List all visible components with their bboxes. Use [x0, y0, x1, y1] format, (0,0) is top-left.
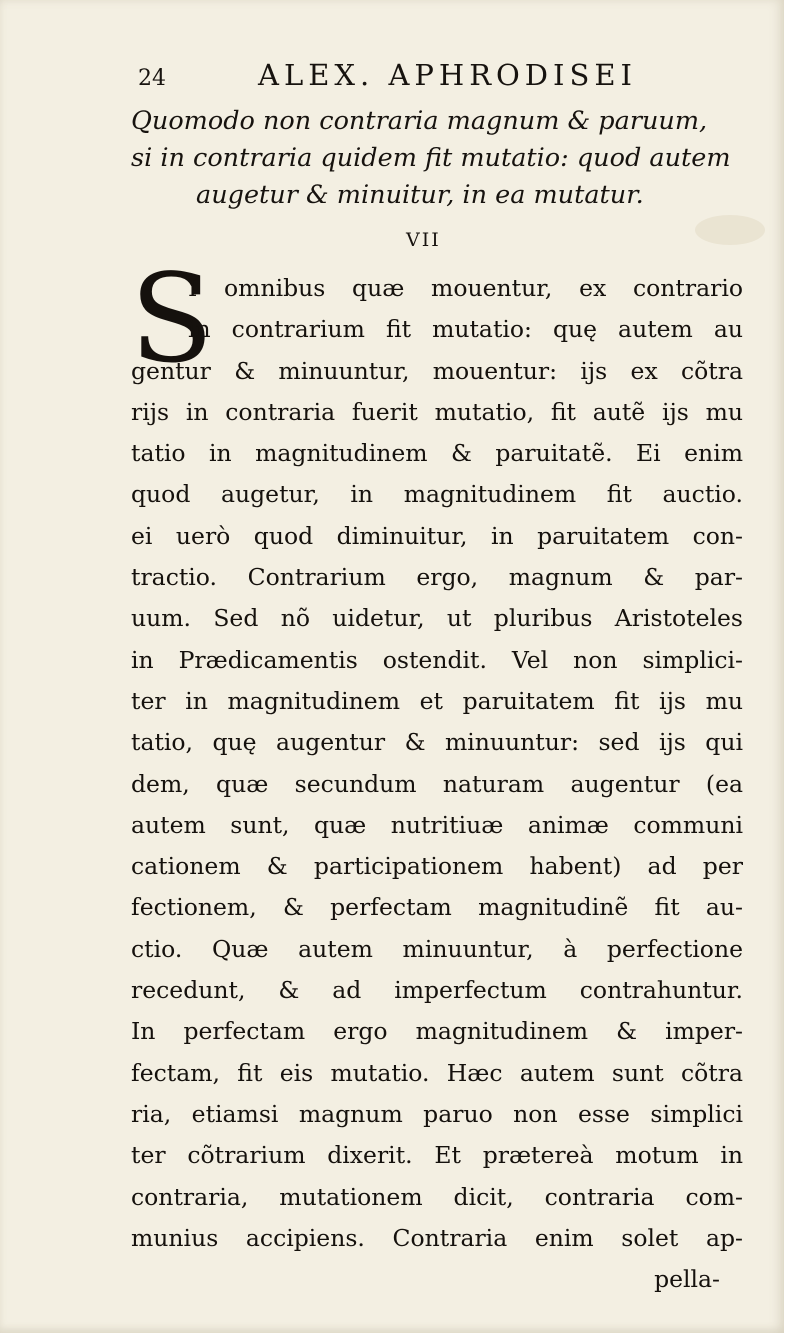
chapter-heading — [131, 103, 751, 214]
scan-margin — [784, 0, 800, 1333]
paper-stain — [695, 215, 765, 245]
text-line: gentur & minuuntur, mouentur: ijs ex cõtra — [131, 356, 743, 385]
text-line: tatio, quę augentur & minuuntur: sed ijs qui — [131, 728, 743, 757]
drop-cap: S — [130, 248, 214, 390]
text-line: in Prædicamentis ostendit. Vel non simplici- — [131, 645, 743, 674]
text-line: ria, etiamsi magnum paruo non esse simplici — [131, 1099, 743, 1128]
body-text — [131, 268, 743, 1300]
page-number: 24 — [138, 66, 166, 91]
text-line: autem sunt, quæ nutritiuæ animæ communi — [131, 810, 743, 839]
text-line: fectam, fit eis mutatio. Hæc autem sunt cõtra — [131, 1058, 743, 1087]
text-line: uum. Sed nõ uidetur, ut pluribus Aristoteles — [131, 604, 743, 633]
text-line: ter cõtrarium dixerit. Et prætereà motum in — [131, 1141, 743, 1170]
text-line: in contrarium fit mutatio: quę autem au — [188, 315, 743, 344]
chapter-heading-line: Quomodo non contraria magnum & paruum, — [131, 106, 708, 136]
text-line: ei uerò quod diminuitur, in paruitatem con- — [131, 521, 743, 550]
text-line: I omnibus quæ mouentur, ex contrario — [188, 274, 743, 302]
chapter-heading-line: augetur & minuitur, in ea mutatur. — [196, 180, 644, 210]
text-line: ter in magnitudinem et paruitatem fit ijs mu — [131, 686, 743, 715]
text-line: fectionem, & perfectam magnitudinẽ fit au- — [131, 893, 743, 922]
section-number: VII — [406, 229, 441, 251]
text-line: tatio in magnitudinem & paruitatẽ. Ei enim — [131, 439, 743, 468]
text-line: cationem & participationem habent) ad per — [131, 852, 743, 881]
text-line: munius accipiens. Contraria enim solet ap- — [131, 1223, 743, 1252]
text-line: contraria, mutationem dicit, contraria com- — [131, 1182, 743, 1211]
chapter-heading-line: si in contraria quidem fit mutatio: quod autem — [131, 143, 731, 173]
text-line: quod augetur, in magnitudinem fit auctio. — [131, 480, 743, 509]
text-line: dem, quæ secundum naturam augentur (ea — [131, 769, 743, 798]
text-line: recedunt, & ad imperfectum contrahuntur. — [131, 976, 743, 1005]
text-line: rijs in contraria fuerit mutatio, fit autẽ ijs mu — [131, 397, 743, 426]
text-line: ctio. Quæ autem minuuntur, à perfectione — [131, 934, 743, 963]
text-line: tractio. Contrarium ergo, magnum & par- — [131, 563, 743, 592]
running-head — [138, 58, 658, 98]
catchword: pella- — [654, 1265, 720, 1294]
text-line: In perfectam ergo magnitudinem & imper- — [131, 1017, 743, 1046]
running-title: ALEX. APHRODISEI — [258, 58, 638, 92]
